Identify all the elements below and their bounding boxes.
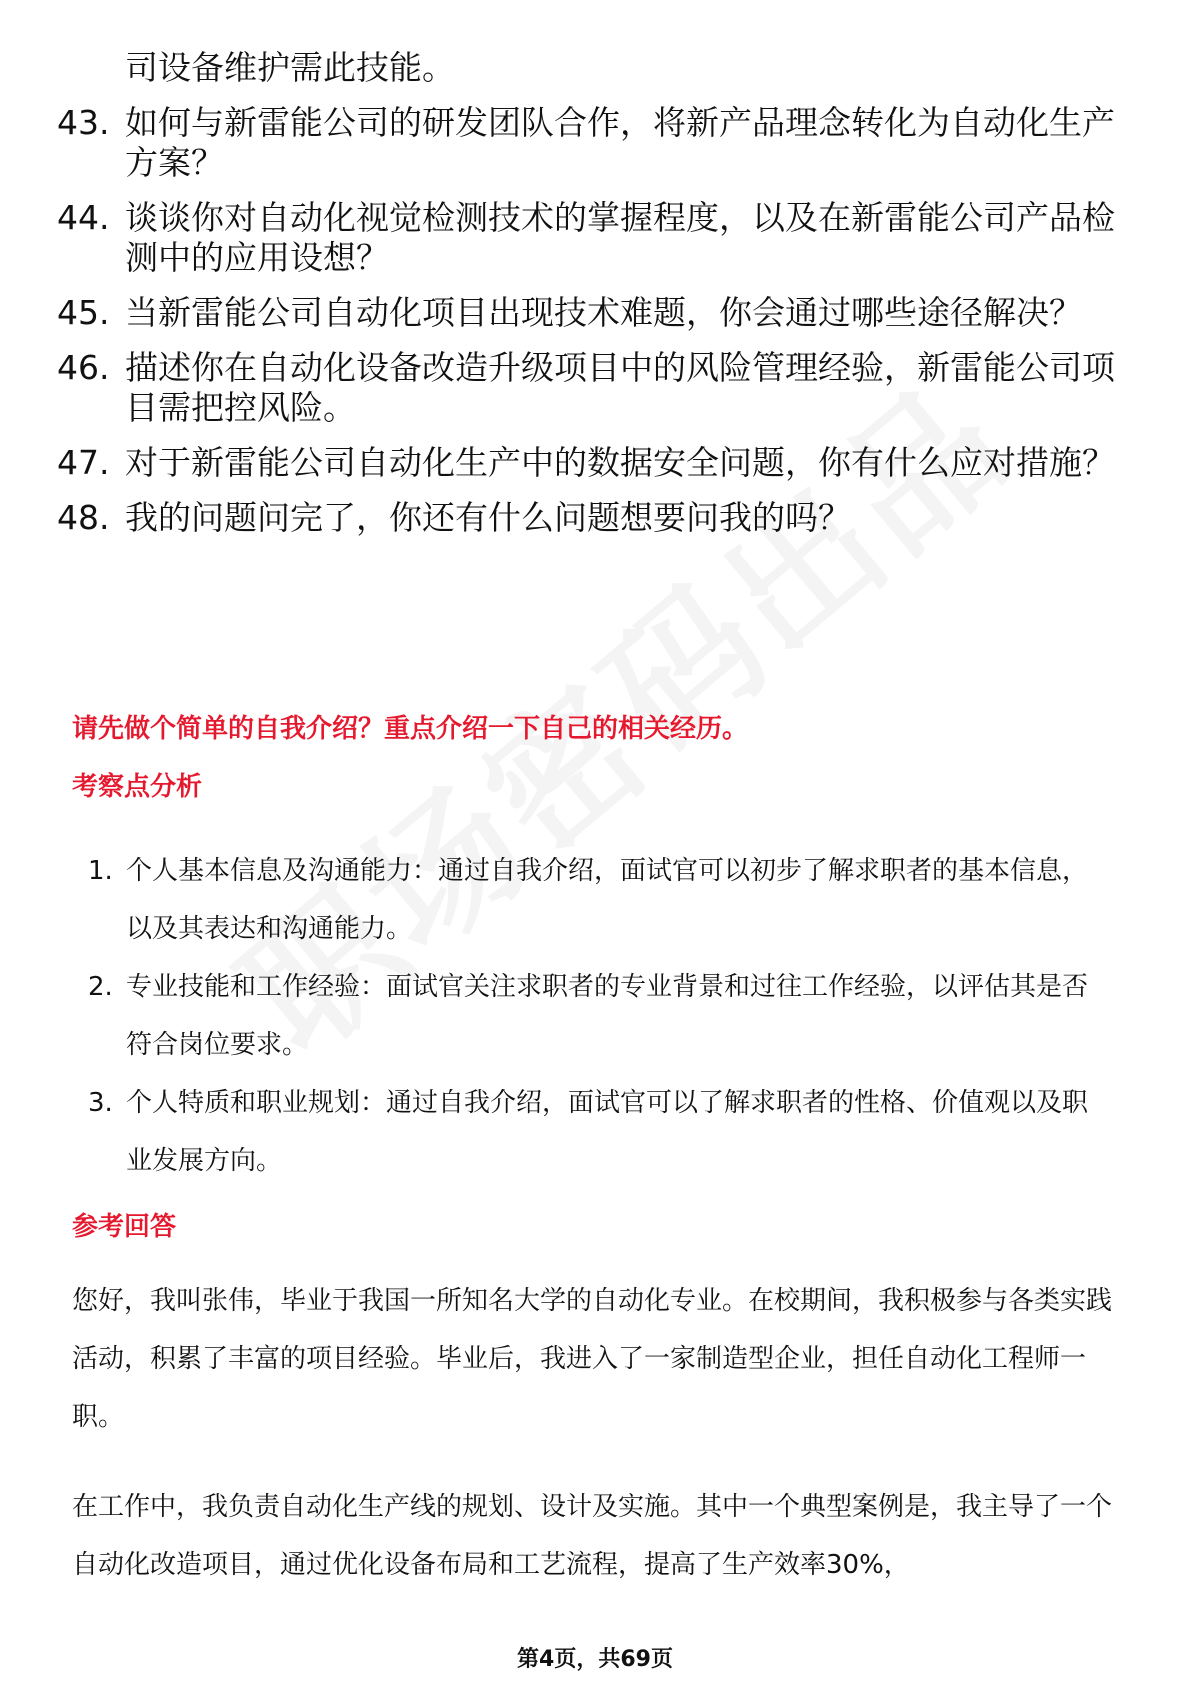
reference-paragraph: 在工作中，我负责自动化生产线的规划、设计及实施。其中一个典型案例是，我主导了一个自动化改造项目，通过优化设备布局和工艺流程，提高了生产效率30%， xyxy=(72,1492,1113,1580)
analysis-text: 个人特质和职业规划：通过自我介绍，面试官可以了解求职者的性格、价值观以及职业发展方向。 xyxy=(126,1088,1089,1176)
question-list xyxy=(57,48,1137,553)
analysis-item xyxy=(72,1074,1112,1190)
question-number: 43. xyxy=(57,103,110,142)
analysis-number: 1. xyxy=(88,856,113,886)
reference-heading: 参考回答 xyxy=(72,1212,177,1242)
reference-paragraph: 您好，我叫张伟，毕业于我国一所知名大学的自动化专业。在校期间，我积极参与各类实践活动，积累了丰富的项目经验。毕业后，我进入了一家制造型企业，担任自动化工程师一职。 xyxy=(72,1286,1113,1432)
analysis-list xyxy=(72,842,1112,1190)
main-question-heading: 请先做个简单的自我介绍？重点介绍一下自己的相关经历。 xyxy=(72,714,749,744)
question-item xyxy=(57,443,1137,483)
question-text: 描述你在自动化设备改造升级项目中的风险管理经验，新雷能公司项目需把控风险。 xyxy=(125,348,1115,427)
question-number: 45. xyxy=(57,293,110,332)
question-continuation: 司设备维护需此技能。 xyxy=(125,48,455,87)
analysis-number: 2. xyxy=(88,972,113,1002)
question-text: 我的问题问完了，你还有什么问题想要问我的吗？ xyxy=(125,498,851,537)
question-text: 对于新雷能公司自动化生产中的数据安全问题，你有什么应对措施？ xyxy=(125,443,1115,482)
question-item xyxy=(57,498,1137,538)
analysis-item xyxy=(72,842,1112,958)
question-text: 如何与新雷能公司的研发团队合作，将新产品理念转化为自动化生产方案？ xyxy=(125,103,1115,182)
question-text: 当新雷能公司自动化项目出现技术难题，你会通过哪些途径解决？ xyxy=(125,293,1082,332)
analysis-text: 个人基本信息及沟通能力：通过自我介绍，面试官可以初步了解求职者的基本信息，以及其表达和沟通能力。 xyxy=(126,856,1089,944)
question-item xyxy=(57,348,1137,428)
question-number: 48. xyxy=(57,498,110,537)
question-number: 44. xyxy=(57,198,110,237)
question-item xyxy=(57,198,1137,278)
question-text: 谈谈你对自动化视觉检测技术的掌握程度，以及在新雷能公司产品检测中的应用设想？ xyxy=(125,198,1115,277)
question-item xyxy=(57,103,1137,183)
question-number: 46. xyxy=(57,348,110,387)
analysis-item xyxy=(72,958,1112,1074)
analysis-heading: 考察点分析 xyxy=(72,772,203,802)
analysis-number: 3. xyxy=(88,1088,113,1118)
analysis-text: 专业技能和工作经验：面试官关注求职者的专业背景和过往工作经验，以评估其是否符合岗位要求。 xyxy=(126,972,1089,1060)
question-number: 47. xyxy=(57,443,110,482)
question-item xyxy=(57,293,1137,333)
page-footer: 第4页，共69页 xyxy=(517,1647,673,1672)
